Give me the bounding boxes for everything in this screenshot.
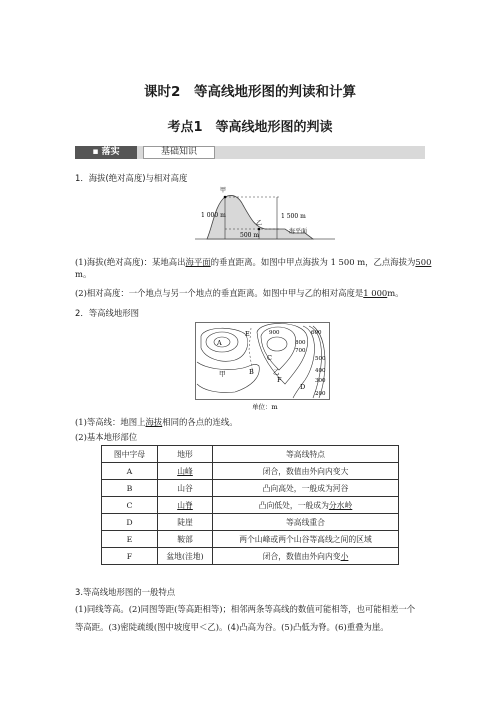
contour <box>313 326 325 398</box>
label-yi: 乙 <box>256 220 263 227</box>
table-header-row <box>102 446 399 463</box>
section1-para2: (2)相对高度：一个地点与另一个地点的垂直距离。如图中甲与乙的相对高度是1 000m。 <box>75 288 404 298</box>
label-sea-level: 海平面 <box>289 228 308 235</box>
map-label-B: B <box>249 368 254 376</box>
section2-para2: (2)基本地形部位 <box>75 432 138 442</box>
table-header: 图中字母 <box>102 446 158 463</box>
map-label-A: A <box>217 339 222 347</box>
table-row <box>102 463 399 480</box>
contour-label-700: 700 <box>295 348 306 354</box>
lesson-title: 课时2 等高线地形图的判读和计算 <box>144 84 356 100</box>
elevation-diagram <box>195 185 335 250</box>
table-cell: 盆地(洼地) <box>158 548 213 565</box>
table-cell: A <box>102 463 158 480</box>
contour-map <box>195 322 330 412</box>
contour-label-400: 400 <box>315 368 326 374</box>
table-cell: 等高线重合 <box>213 514 399 531</box>
map-label-jia: 甲 <box>219 370 226 378</box>
contour-label-300: 300 <box>315 378 326 384</box>
table-header: 地形 <box>158 446 213 463</box>
contour-label-600: 600 <box>311 330 322 336</box>
table-row <box>102 497 399 514</box>
map-label-D: D <box>300 383 306 391</box>
contour <box>201 328 248 361</box>
yi-point <box>258 228 261 231</box>
table-cell: 山峰 <box>158 463 213 480</box>
table-row <box>102 531 399 548</box>
contour-label-800: 800 <box>295 340 306 346</box>
table-cell: 两个山峰或两个山谷等高线之间的区域 <box>213 531 399 548</box>
table-header: 等高线特点 <box>213 446 399 463</box>
table-cell: 凸向低处，一般成为分水岭 <box>213 497 399 514</box>
section3-line1: (1)同线等高。(2)同图等距(等高距相等)；相邻两条等高线的数值可能相等，也可能相差一个 <box>75 604 416 614</box>
jia-point <box>224 196 227 199</box>
table-cell: B <box>102 480 158 497</box>
map-label-E: E <box>245 330 250 338</box>
table-cell: 闭合，数值由外向内变小 <box>213 548 399 565</box>
map-label-F: F <box>277 376 282 384</box>
table-cell: 鞍部 <box>158 531 213 548</box>
section2-heading: 2．等高线地形图 <box>75 308 139 318</box>
table-cell: E <box>102 531 158 548</box>
table-row <box>102 548 399 565</box>
contour-label-900: 900 <box>269 330 280 336</box>
section1-heading: 1．海拔(绝对高度)与相对高度 <box>75 173 188 183</box>
table-cell: 闭合，数值由外向内变大 <box>213 463 399 480</box>
contour-label-500: 500 <box>315 356 326 362</box>
map-label-yi: 乙 <box>273 368 280 376</box>
table-cell: 山谷 <box>158 480 213 497</box>
table-row <box>102 514 399 531</box>
map-label-C: C <box>267 354 272 362</box>
contour-label-200: 200 <box>315 391 326 397</box>
contour <box>309 326 322 398</box>
section3-line2: 等高距。(3)密陡疏缓(图中坡度甲＜乙)。(4)凸高为谷。(5)凸低为脊。(6)重叠为崖。 <box>75 622 389 632</box>
table-cell: 凸向高处，一般成为河谷 <box>213 480 399 497</box>
table-cell: C <box>102 497 158 514</box>
section3-heading: 3.等高线地形图的一般特点 <box>75 587 176 597</box>
label-jia: 甲 <box>220 187 227 194</box>
label-500m: 500 m <box>240 232 260 239</box>
table-cell: F <box>102 548 158 565</box>
map-frame <box>196 323 330 400</box>
table-row <box>102 480 399 497</box>
banner-tag: ▪ 落实 <box>75 146 137 159</box>
banner-label: 基础知识 <box>143 146 215 159</box>
label-1500m: 1 500 m <box>281 213 306 220</box>
table-cell: D <box>102 514 158 531</box>
section-title: 考点1 等高线地形图的判读 <box>167 120 333 135</box>
contour <box>206 332 238 352</box>
contour <box>267 337 287 351</box>
section2-para1: (1)等高线：地图上海拔相同的各点的连线。 <box>75 417 238 427</box>
banner <box>75 146 425 159</box>
table-cell: 山脊 <box>158 497 213 514</box>
contour <box>197 362 259 393</box>
label-1000m: 1 000 m <box>201 212 226 219</box>
map-unit-label: 单位：m <box>252 403 278 411</box>
terrain-table <box>101 445 399 565</box>
section1-para1: (1)海拔(绝对高度)：某地高出海平面的垂直距离。如图中甲点海拔为 1 500 m，乙点海拔为500 m。 <box>75 257 432 279</box>
table-cell: 陡崖 <box>158 514 213 531</box>
section3-para <box>75 603 440 633</box>
